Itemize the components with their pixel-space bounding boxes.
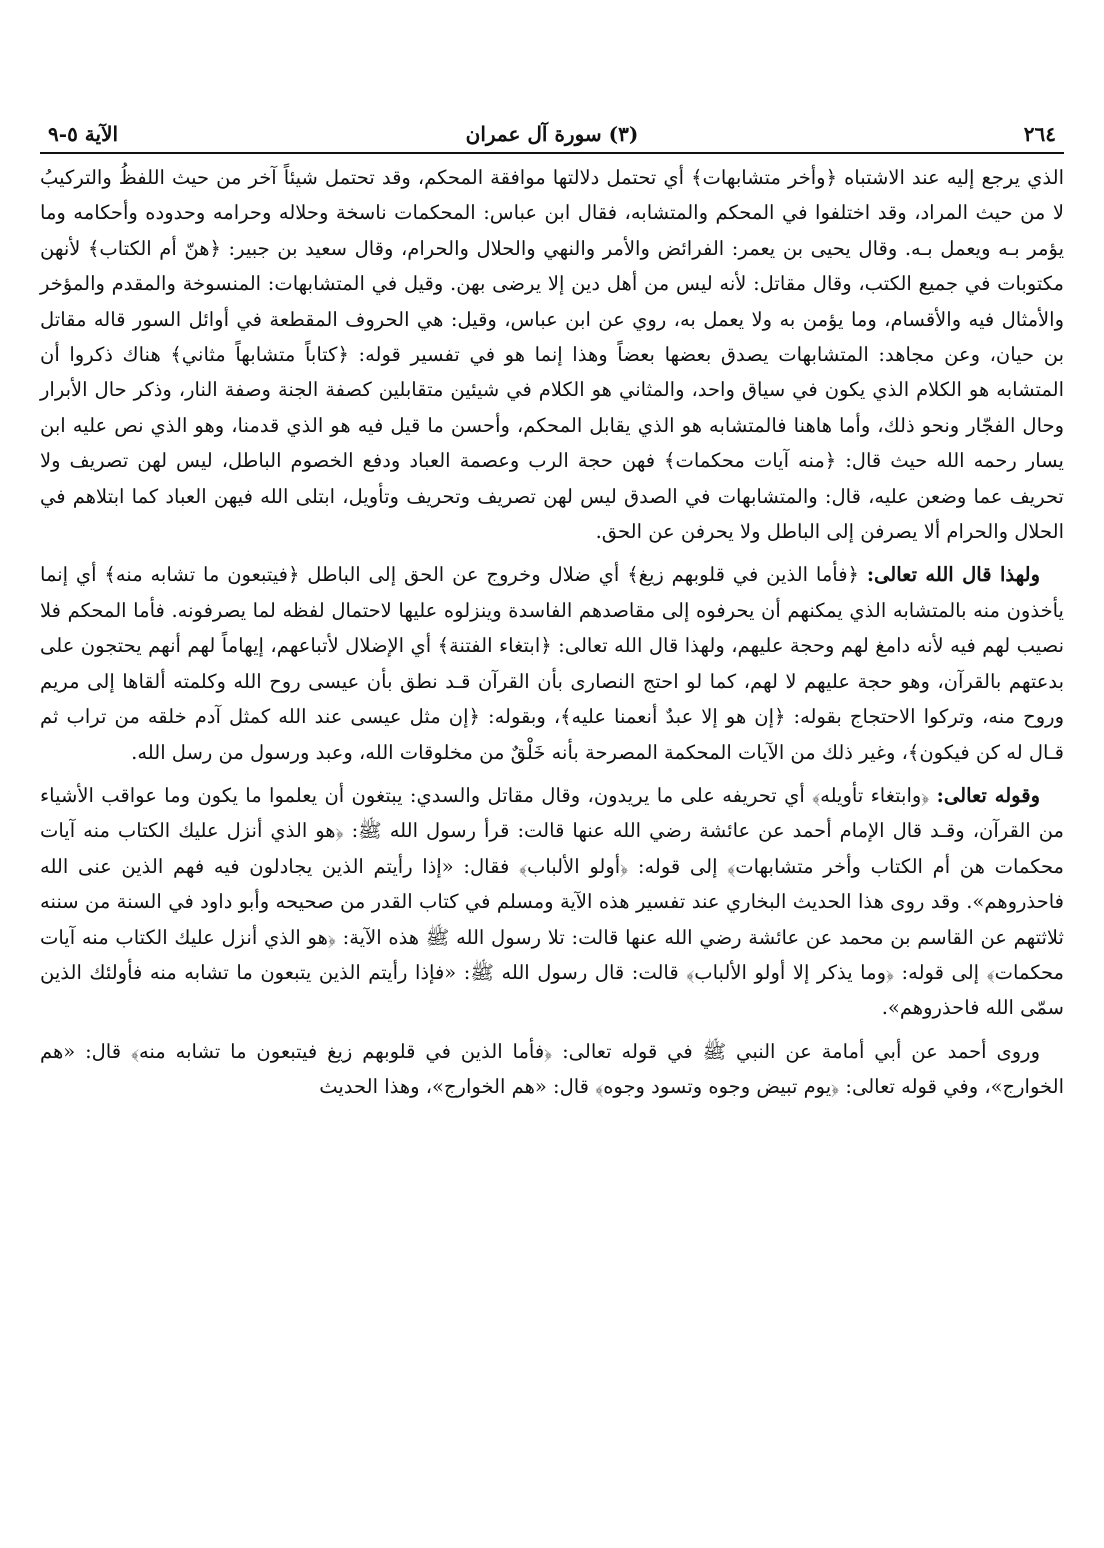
paragraph-text: ﴿وابتغاء تأويله﴾ أي تحريفه على ما يريدون، وقال مقاتل والسدي: يبتغون أن يعلموا ما يكون وما عواقب الأشياء من القرآن، وقـد قال الإمام أحمد عن عائشة رضي الله عنها قالت: قرأ رسول الله ﷺ: ﴿هو الذي أنزل عليك الكتاب منه آيات محكمات هن أم الكتاب وأخر متشابهات﴾ إلى قوله: ﴿أولو الألباب﴾ فقال: «إذا رأيتم الذين يجادلون فيه فهم الذين عنى الله فاحذروهم». وقد روى هذا الحديث البخاري عند تفسير هذه الآية ومسلم في كتاب القدر من صحيحه وأبو داود في السنة من سننه ثلاثتهم عن القاسم بن محمد عن عائشة رضي الله عنها قالت: تلا رسول الله ﷺ هذه الآية: ﴿هو الذي أنزل عليك الكتاب منه آيات محكمات﴾ إلى قوله: ﴿وما يذكر إلا أولو الألباب﴾ قالت: قال رسول الله ﷺ: «فإذا رأيتم الذين يتبعون ما تشابه منه فأولئك الذين سمّى الله فاحذروهم». [40, 783, 1064, 1020]
paragraph-1 [40, 160, 1064, 549]
page-header [40, 118, 1064, 154]
book-page [40, 118, 1064, 1099]
paragraph-3 [40, 778, 1064, 1026]
page-number: ٢٦٤ [1023, 122, 1056, 146]
surah-title: (٣) سورة آل عمران [465, 122, 639, 146]
paragraph-lead: ولهذا قال الله تعالى: [866, 563, 1040, 587]
paragraph-4 [40, 1034, 1064, 1105]
paragraph-text: ﴿فأما الذين في قلوبهم زيغ﴾ أي ضلال وخروج عن الحق إلى الباطل ﴿فيتبعون ما تشابه منه﴾ أي إنما يأخذون منه بالمتشابه الذي يمكنهم أن يحرفوه إلى مقاصدهم الفاسدة وينزلوه عليها لاحتمال لفظه لما يصرفونه. فأما المحكم فلا نصيب لهم فيه لأنه دامغ لهم وحجة عليهم، ولهذا قال الله تعالى: ﴿ابتغاء الفتنة﴾ أي الإضلال لأتباعهم، إيهاماً لهم أنهم يحتجون على بدعتهم بالقرآن، وهو حجة عليهم لا لهم، كما لو احتج النصارى بأن القرآن قـد نطق بأن عيسى روح الله وكلمته ألقاها إلى مريم وروح منه، وتركوا الاحتجاج بقوله: ﴿إن هو إلا عبدٌ أنعمنا عليه﴾، وبقوله: ﴿إن مثل عيسى عند الله كمثل آدم خلقه من تراب ثم قـال له كن فيكون﴾، وغير ذلك من الآيات المحكمة المصرحة بأنه خَلْقٌ من مخلوقات الله، وعبد ورسول من رسل الله. [40, 563, 1064, 764]
paragraph-2 [40, 557, 1064, 769]
page-body [40, 160, 1064, 1113]
ayah-range: الآية ٥-٩ [48, 122, 119, 146]
paragraph-lead: وقوله تعالى: [936, 783, 1040, 807]
header-rule [40, 152, 1064, 154]
paragraph-text: وروى أحمد عن أبي أمامة عن النبي ﷺ في قوله تعالى: ﴿فأما الذين في قلوبهم زيغ فيتبعون ما تشابه منه﴾ قال: «هم الخوارج»، وفي قوله تعالى: ﴿يوم تبيض وجوه وتسود وجوه﴾ قال: «هم الخوارج»، وهذا الحديث [40, 1039, 1064, 1099]
paragraph-text: الذي يرجع إليه عند الاشتباه ﴿وأخر متشابهات﴾ أي تحتمل دلالتها موافقة المحكم، وقد تحتمل شيئاً آخر من حيث اللفظُ والتركيبُ لا من حيث المراد، وقد اختلفوا في المحكم والمتشابه، فقال ابن عباس: المحكمات ناسخة وحلاله وحرامه وحدوده وأحكامه وما يؤمر بـه ويعمل بـه. وقال يحيى بن يعمر: الفرائض والأمر والنهي والحلال والحرام، وقال سعيد بن جبير: ﴿هنّ أم الكتاب﴾ لأنهن مكتوبات في جميع الكتب، وقال مقاتل: لأنه ليس من أهل دين إلا يرضى بهن. وقيل في المتشابهات: المنسوخة والمقدم والمؤخر والأمثال فيه والأقسام، وما يؤمن به ولا يعمل به، روي عن ابن عباس، وقيل: هي الحروف المقطعة في أوائل السور قاله مقاتل بن حيان، وعن مجاهد: المتشابهات يصدق بعضها بعضاً وهذا إنما هو في تفسير قوله: ﴿كتاباً متشابهاً مثاني﴾ هناك ذكروا أن المتشابه هو الكلام الذي يكون في سياق واحد، والمثاني هو الكلام في شيئين متقابلين كصفة الجنة وصفة النار، وذكر حال الأبرار وحال الفجّار ونحو ذلك، وأما هاهنا فالمتشابه هو الذي يقابل المحكم، وأحسن ما قيل فيه هو الذي قدمنا، وهو الذي نص عليه ابن يسار رحمه الله حيث قال: ﴿منه آيات محكمات﴾ فهن حجة الرب وعصمة العباد ودفع الخصوم الباطل، ليس لهن تصريف ولا تحريف عما وضعن عليه، قال: والمتشابهات في الصدق ليس لهن تصريف وتحريف وتأويل، ابتلى الله فيهن العباد كما ابتلاهم في الحلال والحرام ألا يصرفن إلى الباطل ولا يحرفن عن الحق. [40, 166, 1064, 544]
